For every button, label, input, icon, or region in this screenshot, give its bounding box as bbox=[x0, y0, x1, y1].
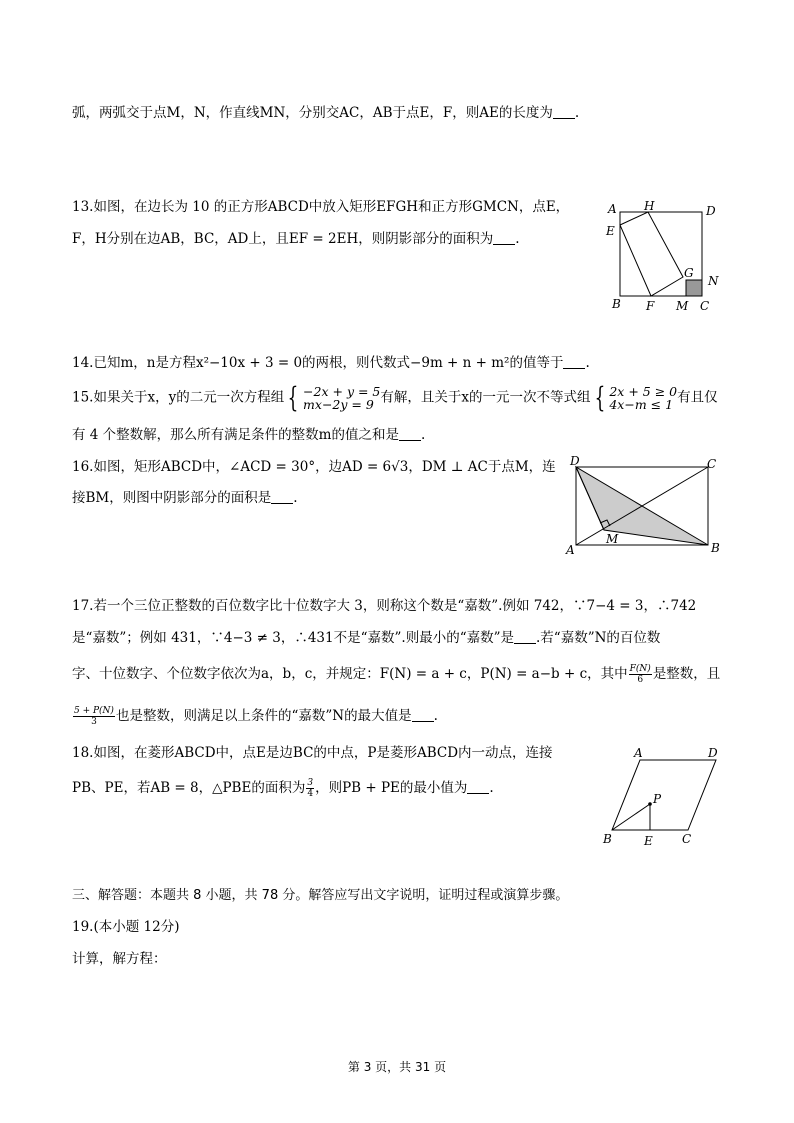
section-heading: 三、解答题：本题共 8 小题，共 78 分。解答应写出文字说明，证明过程或演算步骤。 bbox=[72, 888, 569, 903]
q18-line2: PB、PE，若AB = 8，△PBE的面积为 $\frac{3}{4}$ ，则PB + PE的最小值为 . bbox=[72, 778, 494, 799]
q13-line1: 13.如图，在边长为 10 的正方形ABCD中放入矩形EFGH和正方形GMCN，点E， bbox=[72, 199, 570, 215]
answer-blank bbox=[514, 629, 536, 644]
label-e: E bbox=[644, 834, 653, 848]
label-d: D bbox=[706, 204, 716, 218]
q17-line1: 17.若一个三位正整数的百位数字比十位数字大 3，则称这个数是“嘉数”.例如 742，∵7−4 = 3，∴742 bbox=[72, 598, 697, 614]
fraction-3-over-4: $\frac{3}{4}$ bbox=[307, 778, 314, 799]
point-p bbox=[648, 802, 652, 806]
label-b: B bbox=[612, 297, 621, 311]
rectangle-efgh bbox=[620, 212, 683, 296]
q19-title: 19.(本小题 12分) bbox=[72, 919, 180, 935]
fraction-fn-over-6: $\frac{F(N)}{6}$ bbox=[629, 664, 651, 685]
q13-line2: F，H分别在边AB，BC，AD上，且EF = 2EH，则阴影部分的面积为 . bbox=[72, 231, 520, 247]
label-h: H bbox=[644, 199, 655, 213]
answer-blank bbox=[563, 354, 585, 369]
label-d: D bbox=[570, 455, 580, 468]
label-a: A bbox=[566, 543, 575, 557]
label-c: C bbox=[682, 832, 692, 846]
answer-blank bbox=[467, 779, 489, 794]
label-c: C bbox=[707, 457, 717, 471]
label-f: F bbox=[646, 299, 655, 313]
q18-line1: 18.如图，在菱形ABCD中，点E是边BC的中点，P是菱形ABCD内一动点，连接 bbox=[72, 745, 553, 761]
q15-line2: 有 4 个整数解，那么所有满足条件的整数m的值之和是 . bbox=[72, 427, 426, 443]
label-b: B bbox=[711, 541, 720, 555]
label-n: N bbox=[708, 274, 719, 288]
label-c: C bbox=[700, 299, 710, 313]
shaded-square-gmcn bbox=[686, 280, 702, 296]
equation-system: { −2x + y = 5 mx−2y = 9 bbox=[287, 381, 381, 414]
q17-line4: $\frac{5 + P(N)}{3}$ 也是整数，则满足以上条件的“嘉数”N的最大值是 . bbox=[74, 706, 438, 727]
inequality-system: { 2x + 5 ≥ 0 4x−m ≤ 1 bbox=[594, 381, 678, 414]
q14-line: 14.已知m，n是方程x²−10x + 3 = 0的两根，则代数式−9m + n + m²的值等于 . bbox=[72, 355, 590, 371]
q19-body: 计算，解方程： bbox=[72, 951, 167, 967]
q16-line1: 16.如图，矩形ABCD中，∠ACD = 30°，边AD = 6√3，DM ⊥ AC于点M，连 bbox=[72, 459, 556, 475]
q16-line2: 接BM，则图中阴影部分的面积是 . bbox=[72, 490, 298, 506]
answer-blank bbox=[412, 707, 434, 722]
fraction-5pn-over-3: $\frac{5 + P(N)}{3}$ bbox=[74, 706, 114, 727]
label-a: A bbox=[634, 746, 643, 760]
answer-blank bbox=[271, 489, 293, 504]
q12-text: 弧，两弧交于点M，N，作直线MN，分别交AC，AB于点E，F，则AE的长度为 bbox=[72, 105, 553, 121]
q17-line2: 是“嘉数”；例如 431，∵4−3 ≠ 3，∴431不是“嘉数”.则最小的“嘉数”是 .若“嘉数”N的百位数 bbox=[72, 630, 661, 646]
label-a: A bbox=[608, 202, 617, 216]
label-b: B bbox=[603, 832, 612, 846]
answer-blank bbox=[553, 104, 575, 119]
answer-blank bbox=[493, 230, 515, 245]
q12-continuation: 弧，两弧交于点M，N，作直线MN，分别交AC，AB于点E，F，则AE的长度为 . bbox=[72, 105, 580, 121]
label-p: P bbox=[653, 792, 662, 806]
q16-figure bbox=[562, 455, 732, 560]
answer-blank bbox=[399, 426, 421, 441]
q17-line3: 字、十位数字、个位数字依次为a，b，c，并规定：F(N) = a + c，P(N) = a−b + c，其中 $\frac{F(N)}{6}$ 是整数，且 bbox=[72, 664, 721, 685]
label-g: G bbox=[684, 266, 694, 280]
label-m: M bbox=[606, 532, 619, 546]
label-d: D bbox=[708, 746, 718, 760]
q13-figure bbox=[600, 198, 730, 316]
label-m: M bbox=[676, 299, 689, 313]
label-e: E bbox=[606, 224, 615, 238]
page-footer: 第 3 页，共 31 页 bbox=[347, 1060, 447, 1074]
q15-line1: 15.如果关于x，y的二元一次方程组 { −2x + y = 5 mx−2y = 9 有解，且关于x的一元一次不等式组 { 2x + 5 ≥ 0 4x−m ≤ 1 有且仅 bbox=[72, 381, 718, 414]
q18-figure bbox=[598, 742, 730, 850]
